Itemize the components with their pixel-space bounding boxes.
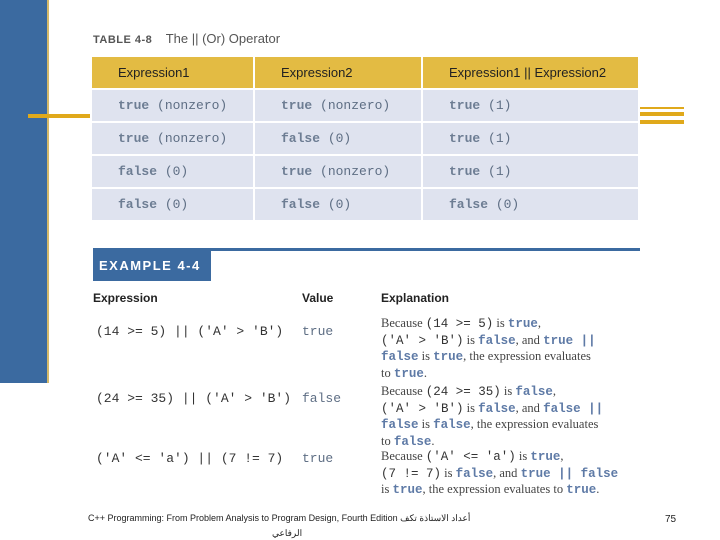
table-row [92, 90, 638, 121]
explanation-text: is [500, 384, 516, 398]
numeric-value: (nonzero) [149, 98, 228, 113]
explanation-text: is [441, 465, 456, 480]
explanation-text: is [463, 400, 479, 415]
table-cell [255, 123, 421, 154]
decorative-accent-right [640, 112, 684, 116]
numeric-value: (0) [488, 197, 520, 212]
numeric-value: (0) [320, 131, 352, 146]
explanation-text: is [493, 316, 508, 330]
table-cell [92, 90, 253, 121]
example-value: true [302, 451, 334, 466]
example-header-value: Value [302, 291, 334, 305]
explanation-text: . [596, 482, 600, 496]
explanation-keyword: true || false [520, 466, 619, 481]
boolean-keyword: true [281, 164, 313, 179]
explanation-text: . [431, 433, 435, 448]
explanation-text: is [463, 332, 479, 347]
table-cell [255, 189, 421, 220]
explanation-text: . [423, 365, 427, 380]
decorative-accent-right-top [640, 107, 684, 109]
or-operator-table [90, 55, 640, 222]
numeric-value: (nonzero) [312, 164, 391, 179]
example-expression: (14 >= 5) || ('A' > 'B') [96, 324, 284, 339]
table-number: TABLE 4-8 [93, 34, 153, 46]
table-title [93, 31, 280, 46]
sidebar-edge-line [47, 0, 49, 383]
explanation-keyword: false [455, 466, 494, 481]
explanation-keyword: false [381, 418, 419, 432]
example-label: EXAMPLE 4-4 [93, 251, 211, 281]
table-cell [255, 90, 421, 121]
explanation-text: is [418, 349, 434, 363]
numeric-value: (0) [157, 197, 189, 212]
numeric-value: (1) [480, 131, 512, 146]
example-value: false [302, 391, 342, 406]
footer-author: الرفاعي [272, 528, 303, 538]
footer-text: C++ Programming: From Problem Analysis to Program Design, Fourth Edition أعداد الاستاذة تكف [88, 513, 471, 523]
table-cell [423, 90, 638, 121]
example-explanation [381, 384, 643, 450]
boolean-keyword: true [118, 98, 150, 113]
explanation-text: to [381, 365, 394, 380]
boolean-keyword: true [449, 131, 481, 146]
boolean-keyword: false [118, 164, 158, 179]
explanation-code: ('A' > 'B') [381, 401, 464, 416]
table-row [92, 189, 638, 220]
explanation-keyword: false || [543, 401, 604, 416]
example-explanation [381, 316, 643, 382]
numeric-value: (1) [480, 98, 512, 113]
explanation-text: , [537, 316, 542, 330]
example-expression: ('A' <= 'a') || (7 != 7) [96, 451, 284, 466]
explanation-keyword: false [478, 333, 516, 348]
boolean-keyword: true [281, 98, 313, 113]
boolean-keyword: false [118, 197, 158, 212]
table-cell [255, 156, 421, 187]
left-sidebar-band [0, 0, 47, 383]
boolean-keyword: true [449, 98, 481, 113]
explanation-code: (7 != 7) [381, 466, 442, 481]
explanation-text: , and [515, 332, 544, 347]
example-explanation [381, 449, 643, 499]
table-cell [423, 123, 638, 154]
explanation-text: to [381, 433, 394, 448]
boolean-keyword: false [281, 197, 321, 212]
explanation-text: is [418, 417, 434, 431]
table-header-row [92, 57, 638, 88]
example-expression: (24 >= 35) || ('A' > 'B') [96, 391, 292, 406]
explanation-code: ('A' > 'B') [381, 333, 464, 348]
boolean-keyword: true [118, 131, 150, 146]
explanation-text: , [552, 384, 557, 398]
explanation-text: is [381, 482, 393, 496]
explanation-text: Because [381, 449, 426, 463]
explanation-text: , the expression evaluates [463, 349, 591, 363]
header-expression1: Expression1 [92, 57, 253, 88]
numeric-value: (0) [157, 164, 189, 179]
boolean-keyword: false [281, 131, 321, 146]
explanation-text: Because [381, 384, 426, 398]
table-cell [423, 189, 638, 220]
page-number: 75 [665, 514, 677, 525]
explanation-keyword: false [381, 350, 419, 364]
boolean-keyword: true [449, 164, 481, 179]
example-header-explanation: Explanation [381, 291, 450, 305]
table-cell [92, 189, 253, 220]
decorative-accent-left [28, 114, 90, 118]
example-value: true [302, 324, 334, 339]
explanation-text: , and [493, 465, 521, 480]
table-cell [423, 156, 638, 187]
table-row [92, 123, 638, 154]
numeric-value: (0) [320, 197, 352, 212]
explanation-text: , and [515, 400, 544, 415]
explanation-keyword: true [392, 483, 423, 497]
explanation-keyword: false [515, 385, 553, 399]
boolean-keyword: false [449, 197, 489, 212]
numeric-value: (1) [480, 164, 512, 179]
table-cell [92, 156, 253, 187]
explanation-text: , the expression evaluates to [422, 482, 567, 496]
explanation-text: Because [381, 316, 426, 330]
explanation-keyword: false [433, 418, 471, 432]
explanation-text: , the expression evaluates [470, 417, 599, 431]
decorative-accent-right-bottom [640, 120, 684, 124]
explanation-text: is [515, 449, 531, 463]
explanation-keyword: true [393, 366, 424, 381]
explanation-keyword: false [478, 401, 516, 416]
table-cell [92, 123, 253, 154]
explanation-keyword: true [566, 483, 597, 497]
explanation-keyword: true || [543, 333, 596, 348]
table-row [92, 156, 638, 187]
explanation-keyword: true [507, 317, 538, 331]
numeric-value: (nonzero) [149, 131, 228, 146]
explanation-code: ('A' <= 'a') [425, 450, 516, 464]
explanation-keyword: true [530, 450, 561, 464]
table-caption: The || (Or) Operator [165, 31, 281, 46]
explanation-code: (14 >= 5) [425, 317, 494, 331]
explanation-keyword: false [393, 434, 432, 449]
header-expression2: Expression2 [255, 57, 421, 88]
header-result: Expression1 || Expression2 [423, 57, 638, 88]
explanation-code: (24 >= 35) [425, 385, 501, 399]
example-header-expression: Expression [93, 291, 158, 305]
numeric-value: (nonzero) [312, 98, 391, 113]
explanation-keyword: true [433, 350, 464, 364]
explanation-text: , [560, 449, 564, 463]
